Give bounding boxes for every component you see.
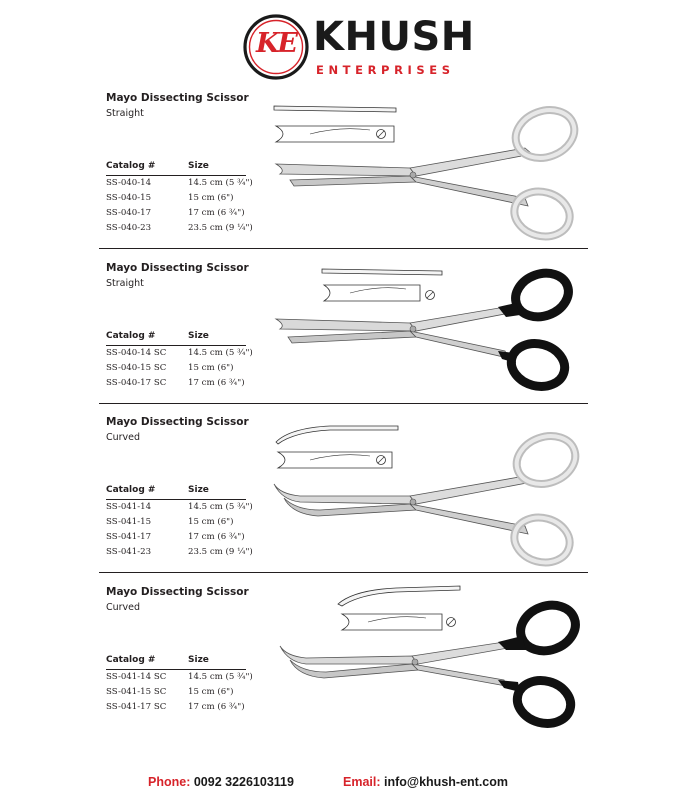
company-logo — [243, 14, 475, 80]
table-row — [106, 530, 246, 545]
table-header — [106, 331, 246, 346]
size-cell: 15 cm (6") — [188, 363, 234, 373]
email-label: Email: — [343, 775, 381, 789]
catalog-cell: SS-040-14 SC — [106, 348, 167, 358]
catalog-cell: SS-040-17 — [106, 208, 152, 218]
email-address[interactable]: info@khush-ent.com — [384, 775, 508, 789]
size-header: Size — [188, 485, 209, 495]
size-cell: 17 cm (6 ¾") — [188, 532, 245, 542]
size-cell: 17 cm (6 ¾") — [188, 702, 245, 712]
catalog-cell: SS-040-14 — [106, 178, 152, 188]
product-subtitle: Straight — [106, 278, 144, 289]
section-divider — [99, 403, 588, 404]
size-cell: 15 cm (6") — [188, 517, 234, 527]
catalog-cell: SS-041-15 SC — [106, 687, 167, 697]
brand-tagline: ENTERPRISES — [316, 63, 455, 77]
catalog-cell: SS-041-17 SC — [106, 702, 167, 712]
product-subtitle: Straight — [106, 108, 144, 119]
catalog-header: Catalog # — [106, 485, 156, 495]
table-row — [106, 361, 246, 376]
table-row — [106, 545, 253, 560]
table-header — [106, 485, 246, 500]
product-title: Mayo Dissecting Scissor — [106, 586, 249, 598]
table-header — [106, 161, 246, 176]
size-header: Size — [188, 161, 209, 171]
size-header: Size — [188, 331, 209, 341]
catalog-table — [106, 161, 253, 236]
size-cell: 23.5 cm (9 ¼") — [188, 547, 253, 557]
logo-initials: KE — [255, 28, 297, 59]
table-row — [106, 206, 246, 221]
product-title: Mayo Dissecting Scissor — [106, 92, 249, 104]
straight-scissor-steel-icon — [270, 96, 590, 244]
email-contact — [343, 775, 508, 789]
phone-label: Phone: — [148, 775, 191, 789]
product-subtitle: Curved — [106, 432, 141, 443]
catalog-cell: SS-041-14 — [106, 502, 152, 512]
section-divider — [99, 248, 588, 249]
phone-contact — [148, 775, 294, 789]
size-cell: 23.5 cm (9 ¼") — [188, 223, 253, 233]
table-row — [106, 376, 246, 391]
catalog-cell: SS-040-15 SC — [106, 363, 167, 373]
size-cell: 15 cm (6") — [188, 687, 234, 697]
table-row — [106, 191, 246, 206]
section-divider — [99, 572, 588, 573]
catalog-header: Catalog # — [106, 655, 156, 665]
catalog-table — [106, 655, 253, 715]
size-cell: 14.5 cm (5 ¾") — [188, 348, 253, 358]
catalog-cell: SS-041-23 — [106, 547, 152, 557]
size-cell: 14.5 cm (5 ¾") — [188, 178, 253, 188]
table-row — [106, 500, 253, 515]
catalog-cell: SS-041-15 — [106, 517, 152, 527]
table-row — [106, 685, 246, 700]
table-row — [106, 176, 253, 191]
brand-name: KHUSH — [313, 14, 475, 60]
table-row — [106, 670, 253, 685]
catalog-cell: SS-041-14 SC — [106, 672, 167, 682]
catalog-cell: SS-040-17 SC — [106, 378, 167, 388]
catalog-table — [106, 485, 253, 560]
catalog-cell: SS-040-23 — [106, 223, 152, 233]
table-row — [106, 700, 246, 715]
size-cell: 14.5 cm (5 ¾") — [188, 672, 253, 682]
catalog-cell: SS-041-17 — [106, 532, 152, 542]
catalog-cell: SS-040-15 — [106, 193, 152, 203]
curved-scissor-steel-icon — [270, 420, 590, 568]
table-row — [106, 346, 253, 361]
product-title: Mayo Dissecting Scissor — [106, 416, 249, 428]
catalog-table — [106, 331, 253, 391]
size-cell: 15 cm (6") — [188, 193, 234, 203]
size-cell: 17 cm (6 ¾") — [188, 378, 245, 388]
size-cell: 14.5 cm (5 ¾") — [188, 502, 253, 512]
product-title: Mayo Dissecting Scissor — [106, 262, 249, 274]
phone-number[interactable]: 0092 3226103119 — [193, 775, 294, 789]
catalog-header: Catalog # — [106, 161, 156, 171]
size-header: Size — [188, 655, 209, 665]
straight-scissor-black-handle-icon — [270, 263, 590, 398]
table-row — [106, 221, 253, 236]
product-subtitle: Curved — [106, 602, 141, 613]
curved-scissor-black-handle-icon — [276, 580, 590, 740]
size-cell: 17 cm (6 ¾") — [188, 208, 245, 218]
catalog-header: Catalog # — [106, 331, 156, 341]
table-row — [106, 515, 246, 530]
table-header — [106, 655, 246, 670]
